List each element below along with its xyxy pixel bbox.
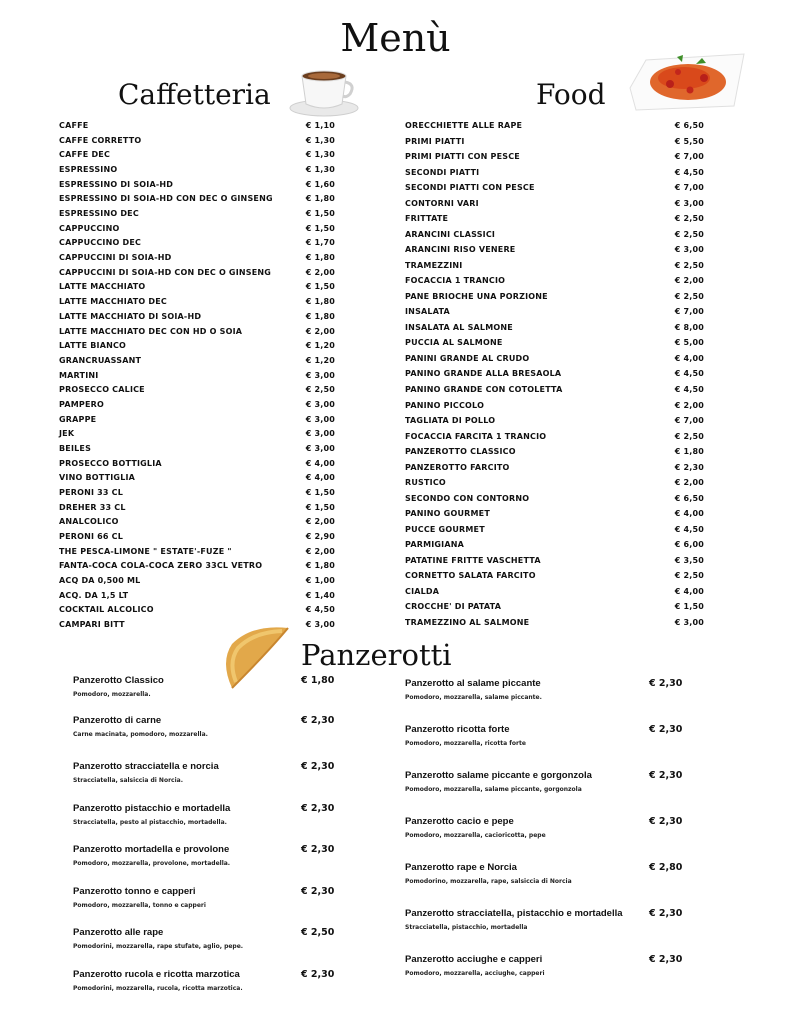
- menu-item: [405, 307, 704, 317]
- item-price: € 2,00: [305, 546, 335, 556]
- item-name: GRANCRUASSANT: [59, 355, 142, 365]
- item-price: € 2,00: [674, 400, 704, 410]
- panzerotto-item: [73, 675, 351, 699]
- menu-item: [59, 561, 335, 571]
- menu-item: [59, 253, 335, 263]
- item-price: € 4,00: [674, 586, 704, 596]
- menu-item: [405, 168, 704, 178]
- item-name: COCKTAIL ALCOLICO: [59, 605, 154, 615]
- item-price: € 1,80: [305, 297, 335, 307]
- menu-item: [405, 463, 704, 473]
- item-name: ANALCOLICO: [59, 517, 119, 527]
- item-name: JEK: [59, 429, 75, 439]
- item-price: € 4,50: [674, 369, 704, 379]
- menu-item: [405, 199, 704, 209]
- menu-item: [59, 356, 335, 366]
- item-name: PROSECCO BOTTIGLIA: [59, 458, 162, 468]
- menu-item: [405, 369, 704, 379]
- item-price: € 1,00: [305, 576, 335, 586]
- panzerotto-description: Pomodoro, mozzarella, salame piccante.: [405, 694, 542, 701]
- item-name: RUSTICO: [405, 478, 446, 488]
- menu-item: [405, 494, 704, 504]
- item-price: € 2,00: [674, 276, 704, 286]
- item-price: € 6,50: [674, 493, 704, 503]
- item-name: FANTA-COCA COLA-COCA ZERO 33CL VETRO: [59, 561, 263, 571]
- item-name: SECONDI PIATTI: [405, 167, 480, 177]
- item-name: ORECCHIETTE ALLE RAPE: [405, 121, 523, 130]
- item-name: PATATINE FRITTE VASCHETTA: [405, 555, 541, 565]
- item-price: € 3,00: [674, 617, 704, 627]
- item-name: ESPRESSINO DEC: [59, 209, 139, 219]
- item-name: LATTE MACCHIATO DI SOIA-HD: [59, 311, 202, 321]
- item-name: DREHER 33 CL: [59, 502, 126, 512]
- item-name: PANE BRIOCHE UNA PORZIONE: [405, 291, 548, 301]
- menu-item: [405, 478, 704, 488]
- panzerotto-item: [405, 954, 699, 978]
- item-name: ARANCINI CLASSICI: [405, 229, 496, 239]
- panzerotto-item: [405, 770, 699, 794]
- item-price: € 7,00: [674, 152, 704, 162]
- menu-item: [59, 473, 335, 483]
- item-name: ESPRESSINO DI SOIA-HD: [59, 179, 174, 189]
- panzerotto-name: Panzerotto acciughe e capperi: [405, 954, 543, 965]
- menu-item: [59, 224, 335, 234]
- panzerotto-item: [405, 678, 699, 702]
- item-price: € 1,10: [305, 121, 335, 130]
- item-name: PERONI 33 CL: [59, 488, 124, 497]
- panzerotto-price: € 2,50: [301, 927, 335, 938]
- menu-item: [59, 165, 335, 175]
- item-name: PUCCIA AL SALMONE: [405, 338, 503, 348]
- panzerotto-price: € 2,30: [301, 844, 335, 855]
- item-price: € 3,00: [305, 399, 335, 409]
- item-price: € 2,90: [305, 532, 335, 542]
- item-price: € 2,50: [674, 431, 704, 441]
- item-name: LATTE MACCHIATO DEC CON HD O SOIA: [59, 326, 243, 336]
- item-name: TAGLIATA DI POLLO: [405, 416, 496, 426]
- item-price: € 2,50: [674, 571, 704, 581]
- panzerotti-heading: Panzerotti: [301, 638, 452, 672]
- item-price: € 1,50: [305, 209, 335, 219]
- item-price: € 1,40: [305, 590, 335, 600]
- item-price: € 8,00: [674, 322, 704, 332]
- item-name: CAPPUCCINO: [59, 223, 120, 233]
- panzerotto-item: [73, 969, 351, 993]
- menu-item: [59, 503, 335, 513]
- panzerotto-price: € 2,80: [649, 862, 683, 873]
- menu-item: [405, 447, 704, 457]
- menu-item: [405, 230, 704, 240]
- item-name: MARTINI: [59, 370, 99, 380]
- item-price: € 2,50: [674, 260, 704, 270]
- item-price: € 2,00: [674, 478, 704, 488]
- panzerotto-name: Panzerotto stracciatella, pistacchio e mortadella: [405, 908, 623, 919]
- item-price: € 3,00: [305, 429, 335, 439]
- item-name: CAFFE DEC: [59, 150, 111, 160]
- menu-item: [405, 525, 704, 535]
- item-price: € 2,00: [305, 517, 335, 527]
- menu-item: [405, 416, 704, 426]
- item-price: € 4,00: [674, 353, 704, 363]
- item-name: PUCCE GOURMET: [405, 524, 485, 534]
- item-name: PAMPERO: [59, 399, 104, 409]
- item-name: INSALATA: [405, 307, 450, 317]
- item-name: ESPRESSINO: [59, 165, 118, 175]
- menu-item: [405, 354, 704, 364]
- item-name: CAFFE CORRETTO: [59, 135, 142, 145]
- menu-item: [59, 547, 335, 557]
- menu-item: [405, 556, 704, 566]
- pasta-plate-image: [626, 48, 748, 114]
- item-name: PRIMI PIATTI: [405, 136, 465, 146]
- panzerotto-price: € 2,30: [301, 761, 335, 772]
- panzerotto-description: Pomodoro, mozzarella, ricotta forte: [405, 740, 526, 747]
- item-price: € 1,80: [305, 194, 335, 204]
- menu-item: [59, 532, 335, 542]
- item-price: € 1,50: [674, 602, 704, 612]
- menu-item: [59, 400, 335, 410]
- menu-item: [405, 323, 704, 333]
- item-price: € 3,00: [305, 443, 335, 453]
- item-price: € 4,50: [674, 385, 704, 394]
- item-price: € 1,30: [305, 150, 335, 160]
- item-name: FOCACCIA 1 TRANCIO: [405, 276, 506, 286]
- item-name: CAFFE: [59, 121, 89, 130]
- panzerotto-item: [73, 886, 351, 910]
- panzerotto-price: € 2,30: [649, 954, 683, 965]
- item-name: LATTE MACCHIATO: [59, 282, 146, 292]
- panzerotto-price: € 2,30: [649, 724, 683, 735]
- menu-item: [405, 338, 704, 348]
- item-price: € 7,00: [674, 307, 704, 317]
- menu-item: [59, 150, 335, 160]
- item-name: TRAMEZZINO AL SALMONE: [405, 617, 530, 627]
- item-price: € 4,50: [674, 167, 704, 177]
- item-price: € 1,50: [305, 488, 335, 497]
- menu-item: [405, 245, 704, 255]
- menu-item: [59, 209, 335, 219]
- panzerotto-name: Panzerotto tonno e capperi: [73, 886, 196, 897]
- panzerotto-description: Pomodoro, mozzarella, acciughe, capperi: [405, 970, 545, 977]
- item-name: PANZEROTTO CLASSICO: [405, 447, 516, 457]
- item-name: LATTE BIANCO: [59, 341, 127, 351]
- panzerotto-description: Pomodoro, mozzarella.: [73, 691, 151, 698]
- panzerotto-name: Panzerotto mortadella e provolone: [73, 844, 230, 855]
- menu-item: [59, 459, 335, 469]
- item-price: € 2,00: [305, 267, 335, 277]
- menu-item: [59, 327, 335, 337]
- panzerotto-name: Panzerotto Classico: [73, 675, 164, 686]
- menu-item: [59, 180, 335, 190]
- item-price: € 6,00: [674, 540, 704, 550]
- item-price: € 1,70: [305, 238, 335, 248]
- panzerotto-name: Panzerotto rucola e ricotta marzotica: [73, 969, 240, 980]
- item-price: € 4,00: [305, 458, 335, 468]
- menu-item: [59, 605, 335, 615]
- panzerotto-price: € 2,30: [301, 886, 335, 897]
- menu-item: [405, 618, 704, 628]
- item-price: € 1,50: [305, 502, 335, 512]
- item-price: € 7,00: [674, 416, 704, 426]
- item-name: CORNETTO SALATA FARCITO: [405, 571, 536, 581]
- item-name: INSALATA AL SALMONE: [405, 322, 513, 332]
- item-name: ARANCINI RISO VENERE: [405, 245, 516, 255]
- food-heading: Food: [536, 78, 606, 111]
- item-price: € 4,50: [305, 605, 335, 615]
- menu-item: [59, 429, 335, 439]
- item-name: SECONDI PIATTI CON PESCE: [405, 183, 535, 193]
- item-price: € 1,80: [674, 447, 704, 457]
- panzerotto-description: Pomodoro, mozzarella, tonno e capperi: [73, 902, 206, 909]
- item-price: € 2,50: [674, 229, 704, 239]
- menu-item: [59, 444, 335, 454]
- menu-item: [59, 312, 335, 322]
- item-name: CAPPUCCINO DEC: [59, 238, 142, 248]
- item-price: € 3,00: [674, 198, 704, 208]
- menu-item: [59, 517, 335, 527]
- item-name: TRAMEZZINI: [405, 260, 463, 270]
- item-name: LATTE MACCHIATO DEC: [59, 297, 167, 307]
- item-name: PARMIGIANA: [405, 540, 465, 550]
- item-price: € 1,50: [305, 223, 335, 233]
- menu-item: [405, 587, 704, 597]
- panzerotto-price: € 2,30: [301, 803, 335, 814]
- menu-item: [405, 214, 704, 224]
- panzerotto-description: Stracciatella, pistacchio, mortadella: [405, 924, 528, 931]
- menu-item: [59, 341, 335, 351]
- item-price: € 1,20: [305, 355, 335, 365]
- item-price: € 5,50: [674, 136, 704, 146]
- panzerotto-name: Panzerotto alle rape: [73, 927, 164, 938]
- panzerotto-description: Pomodorini, mozzarella, rucola, ricotta marzotica.: [73, 985, 243, 992]
- menu-item: [59, 282, 335, 292]
- menu-item: [59, 385, 335, 395]
- item-price: € 7,00: [674, 183, 704, 193]
- item-name: GRAPPE: [59, 414, 97, 424]
- item-name: VINO BOTTIGLIA: [59, 473, 136, 483]
- item-price: € 1,30: [305, 135, 335, 145]
- panzerotto-price: € 2,30: [649, 770, 683, 781]
- menu-item: [59, 121, 335, 131]
- panzerotto-item: [405, 908, 699, 932]
- menu-item: [405, 540, 704, 550]
- menu-item: [59, 488, 335, 498]
- item-price: € 5,00: [674, 338, 704, 348]
- item-name: CIALDA: [405, 586, 440, 596]
- panzerotto-item: [73, 761, 351, 785]
- panzerotto-name: Panzerotto ricotta forte: [405, 724, 510, 735]
- menu-item: [405, 121, 704, 131]
- item-price: € 4,00: [674, 509, 704, 519]
- panzerotto-name: Panzerotto stracciatella e norcia: [73, 761, 219, 772]
- menu-item: [405, 183, 704, 193]
- item-price: € 4,00: [305, 473, 335, 483]
- panzerotto-name: Panzerotto al salame piccante: [405, 678, 541, 689]
- menu-item: [405, 432, 704, 442]
- menu-item: [59, 576, 335, 586]
- panzerotto-item: [73, 715, 351, 739]
- panzerotto-description: Carne macinata, pomodoro, mozzarella.: [73, 731, 208, 738]
- item-price: € 2,50: [674, 291, 704, 301]
- panzerotto-price: € 2,30: [649, 678, 683, 689]
- item-name: PANINO GRANDE CON COTOLETTA: [405, 385, 563, 394]
- item-name: CAPPUCCINI DI SOIA-HD: [59, 253, 172, 263]
- panzerotto-item: [405, 724, 699, 748]
- item-name: CROCCHE' DI PATATA: [405, 602, 502, 612]
- coffee-cup-image: [288, 66, 360, 118]
- item-price: € 2,00: [305, 326, 335, 336]
- panzerotto-name: Panzerotto di carne: [73, 715, 162, 726]
- menu-item: [405, 292, 704, 302]
- menu-item: [405, 509, 704, 519]
- item-name: PRIMI PIATTI CON PESCE: [405, 152, 520, 162]
- menu-item: [59, 415, 335, 425]
- item-name: CAMPARI BITT: [59, 620, 125, 630]
- menu-item: [59, 136, 335, 146]
- panzerotto-price: € 2,30: [301, 969, 335, 980]
- item-name: PANINI GRANDE AL CRUDO: [405, 353, 530, 363]
- menu-item: [59, 268, 335, 278]
- panzerotto-name: Panzerotto rape e Norcia: [405, 862, 517, 873]
- panzerotto-item: [405, 816, 699, 840]
- item-price: € 3,50: [674, 555, 704, 565]
- item-price: € 1,30: [305, 165, 335, 175]
- item-name: THE PESCA-LIMONE " ESTATE'-FUZE ": [59, 546, 232, 556]
- panzerotto-description: Pomodoro, mozzarella, cacioricotta, pepe: [405, 832, 546, 839]
- panzerotto-name: Panzerotto salame piccante e gorgonzola: [405, 770, 592, 781]
- menu-item: [59, 371, 335, 381]
- item-price: € 2,50: [305, 385, 335, 395]
- item-name: SECONDO CON CONTORNO: [405, 493, 530, 503]
- menu-item: [405, 385, 704, 395]
- item-name: ESPRESSINO DI SOIA-HD CON DEC O GINSENG: [59, 194, 273, 204]
- panzerotto-description: Pomodoro, mozzarella, salame piccante, gorgonzola: [405, 786, 582, 793]
- panzerotto-item: [73, 927, 351, 951]
- item-price: € 1,50: [305, 282, 335, 292]
- panzerotto-price: € 2,30: [649, 908, 683, 919]
- item-name: FOCACCIA FARCITA 1 TRANCIO: [405, 431, 547, 441]
- menu-item: [405, 261, 704, 271]
- item-name: PANINO PICCOLO: [405, 400, 485, 410]
- panzerotto-item: [73, 844, 351, 868]
- item-price: € 1,20: [305, 341, 335, 351]
- panzerotto-description: Pomodorino, mozzarella, rape, salsiccia di Norcia: [405, 878, 572, 885]
- item-name: PANZEROTTO FARCITO: [405, 462, 510, 472]
- menu-item: [59, 591, 335, 601]
- item-name: PERONI 66 CL: [59, 532, 124, 542]
- panzerotto-description: Pomodoro, mozzarella, provolone, mortadella.: [73, 860, 231, 867]
- item-price: € 1,80: [305, 253, 335, 263]
- item-name: BEILES: [59, 443, 92, 453]
- panzerotto-price: € 1,80: [301, 675, 335, 686]
- menu-item: [405, 571, 704, 581]
- panzerotto-price: € 2,30: [301, 715, 335, 726]
- item-price: € 2,30: [674, 462, 704, 472]
- panzerotto-item: [73, 803, 351, 827]
- menu-item: [405, 152, 704, 162]
- item-price: € 3,00: [305, 370, 335, 380]
- menu-item: [59, 194, 335, 204]
- panzerotto-description: Pomodorini, mozzarella, rape stufate, aglio, pepe.: [73, 943, 244, 950]
- item-name: PANINO GOURMET: [405, 509, 490, 519]
- panzerotto-name: Panzerotto cacio e pepe: [405, 816, 514, 827]
- menu-item: [59, 238, 335, 248]
- panzerotto-name: Panzerotto pistacchio e mortadella: [73, 803, 231, 814]
- menu-item: [405, 137, 704, 147]
- panzerotto-price: € 2,30: [649, 816, 683, 827]
- menu-item: [405, 276, 704, 286]
- item-price: € 6,50: [674, 121, 704, 130]
- panzerotto-description: Stracciatella, salsiccia di Norcia.: [73, 777, 183, 784]
- item-price: € 1,80: [305, 311, 335, 321]
- item-price: € 1,60: [305, 179, 335, 189]
- item-price: € 1,80: [305, 561, 335, 571]
- item-price: € 2,50: [674, 214, 704, 224]
- panzerotto-item: [405, 862, 699, 886]
- item-name: PANINO GRANDE ALLA BRESAOLA: [405, 369, 562, 379]
- item-name: CAPPUCCINI DI SOIA-HD CON DEC O GINSENG: [59, 267, 272, 277]
- item-name: ACQ. DA 1,5 LT: [59, 590, 129, 600]
- panzerotto-description: Stracciatella, pesto al pistacchio, mortadella.: [73, 819, 227, 826]
- item-name: CONTORNI VARI: [405, 198, 479, 208]
- item-price: € 4,50: [674, 524, 704, 534]
- item-name: FRITTATE: [405, 214, 449, 224]
- menu-item: [59, 620, 335, 630]
- item-price: € 3,00: [305, 620, 335, 630]
- menu-item: [59, 297, 335, 307]
- page-title: Menù: [340, 16, 451, 60]
- item-price: € 3,00: [305, 414, 335, 424]
- menu-item: [405, 401, 704, 411]
- item-name: ACQ DA 0,500 ML: [59, 576, 141, 586]
- item-price: € 3,00: [674, 245, 704, 255]
- menu-item: [405, 602, 704, 612]
- caffetteria-heading: Caffetteria: [118, 78, 271, 111]
- item-name: PROSECCO CALICE: [59, 385, 145, 395]
